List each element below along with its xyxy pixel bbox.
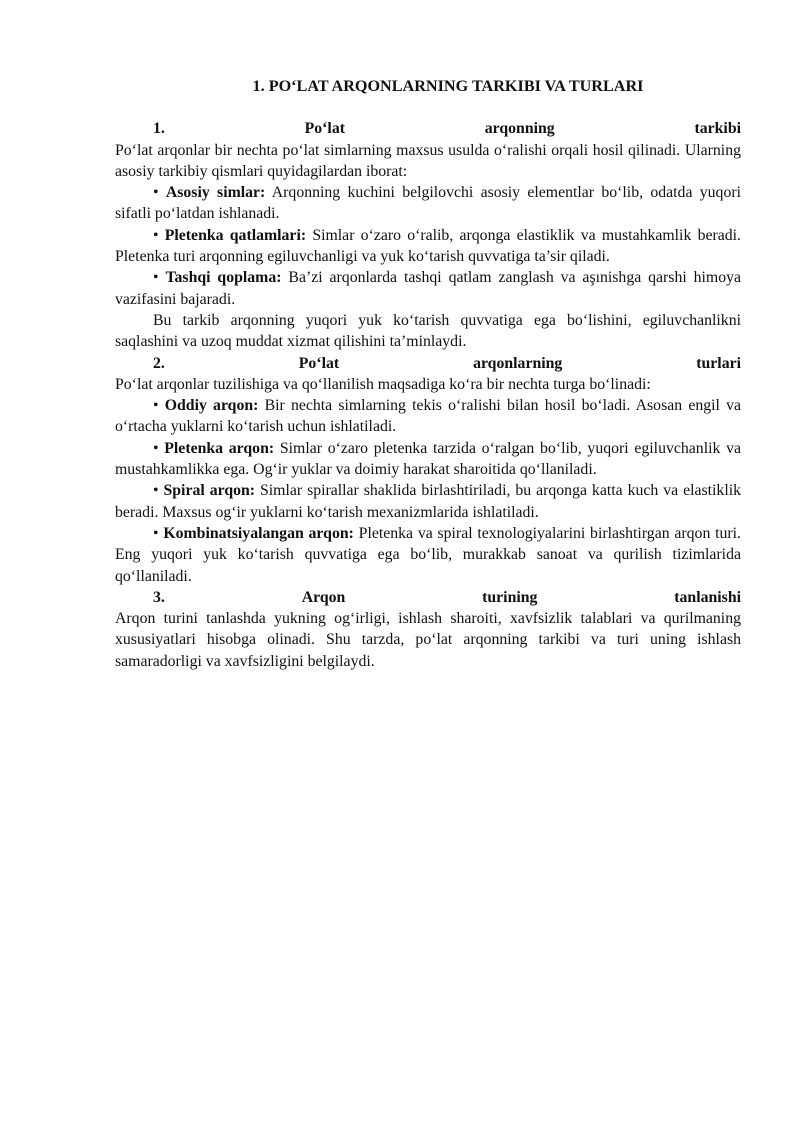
- item-text: Arqonning kuchini belgilovchi asosiy elementlar bo‘lib, odatda yuqori sifatli po‘latdan ishlanadi.: [115, 184, 742, 223]
- section-heading-3: [115, 587, 741, 608]
- heading-word: tanlanishi: [674, 588, 741, 606]
- list-item: [115, 225, 741, 268]
- list-item: [115, 267, 741, 310]
- item-text: Simlar o‘zaro pletenka tarzida o‘ralgan bo‘lib, yuqori egiluvchanlik va mustahkamlikka ega. Og‘ir yuklar va doimiy harakat sharoitida qo‘llaniladi.: [115, 439, 741, 479]
- item-label: Oddiy arqon:: [164, 397, 259, 415]
- section-number: 2.: [153, 354, 165, 372]
- list-item: [115, 523, 741, 587]
- bullet-glyph: •: [153, 482, 159, 500]
- item-label: Kombinatsiyalangan arqon:: [163, 524, 354, 542]
- section-heading-1: [115, 118, 741, 139]
- heading-word: turining: [482, 588, 538, 606]
- item-text: Bir nechta simlarning tekis o‘ralishi bilan hosil bo‘ladi. Asosan engil va o‘rtacha yuklarni ko‘tarish uchun ishlatiladi.: [115, 397, 741, 436]
- list-item: [115, 395, 741, 438]
- item-text: Pletenka va spiral texnologiyalarini birlashtirgan arqon turi. Eng yuqori yuk ko‘tarish quvvatiga ega bo‘lib, murakkab sanoat va qurilish tizimlarida qo‘llaniladi.: [115, 524, 741, 585]
- heading-word: Po‘lat: [298, 354, 340, 372]
- item-text: Simlar spirallar shaklida birlashtiriladi, bu arqonga katta kuch va elastiklik beradi. Maxsus og‘ir yuklarni ko‘tarish mexanizmlarida ishlatiladi.: [115, 482, 741, 521]
- bullet-glyph: •: [153, 226, 159, 244]
- item-text: Ba’zi arqonlarda tashqi qatlam zanglash va aşınishga qarshi himoya vazifasini bajaradi.: [115, 269, 742, 308]
- list-item: [115, 480, 741, 523]
- heading-word: Po‘lat: [304, 120, 345, 138]
- heading-word: arqonlarning: [473, 354, 563, 372]
- item-label: Spiral arqon:: [163, 482, 256, 500]
- heading-word: turlari: [696, 354, 741, 372]
- item-label: Pletenka arqon:: [164, 439, 275, 457]
- bullet-glyph: •: [153, 269, 159, 287]
- item-label: Asosiy simlar:: [165, 184, 266, 202]
- bullet-glyph: •: [153, 184, 159, 202]
- list-item: [115, 438, 741, 481]
- item-text: Simlar o‘zaro o‘ralib, arqonga elastiklik va mustahkamlik beradi. Pletenka turi arqonning egiluvchanligi va yuk ko‘tarish quvvatiga ta’sir qiladi.: [115, 226, 741, 266]
- heading-word: Arqon: [301, 588, 346, 606]
- item-label: Pletenka qatlamlari:: [164, 226, 307, 244]
- section-intro: Po‘lat arqonlar tuzilishiga va qo‘llanilish maqsadiga ko‘ra bir nechta turga bo‘linadi:: [115, 375, 651, 393]
- section-text: Arqon turini tanlashda yukning og‘irligi, ishlash sharoiti, xavfsizlik talablari va qurilmaning xususiyatlari hisobga olinadi. Shu tarzda, po‘lat arqonning tarkibi va turi uning ishlash samaradorligi va xavfsizligini belgilaydi.: [115, 610, 741, 670]
- section-closing: Bu tarkib arqonning yuqori yuk ko‘tarish quvvatiga ega bo‘lishini, egiluvchanlikni saqlashini va uzoq muddat xizmat qilishini ta’minlaydi.: [115, 311, 741, 351]
- document-title: 1. PO‘LAT ARQONLARNING TARKIBI VA TURLARI: [252, 77, 644, 95]
- section-number: 3.: [153, 588, 165, 606]
- section-number: 1.: [153, 120, 165, 138]
- document-body: [115, 76, 741, 672]
- heading-word: arqonning: [484, 120, 555, 138]
- bullet-glyph: •: [153, 397, 159, 415]
- list-item: [115, 182, 741, 225]
- section-intro: Po‘lat arqonlar bir nechta po‘lat simlarning maxsus usulda o‘ralishi orqali hosil qilinadi. Ularning asosiy tarkibiy qismlari quyidagilardan iborat:: [115, 141, 741, 180]
- section-heading-2: [115, 353, 741, 374]
- bullet-glyph: •: [153, 524, 159, 542]
- bullet-glyph: •: [153, 439, 159, 457]
- item-label: Tashqi qoplama:: [165, 269, 282, 287]
- heading-word: tarkibi: [694, 120, 741, 138]
